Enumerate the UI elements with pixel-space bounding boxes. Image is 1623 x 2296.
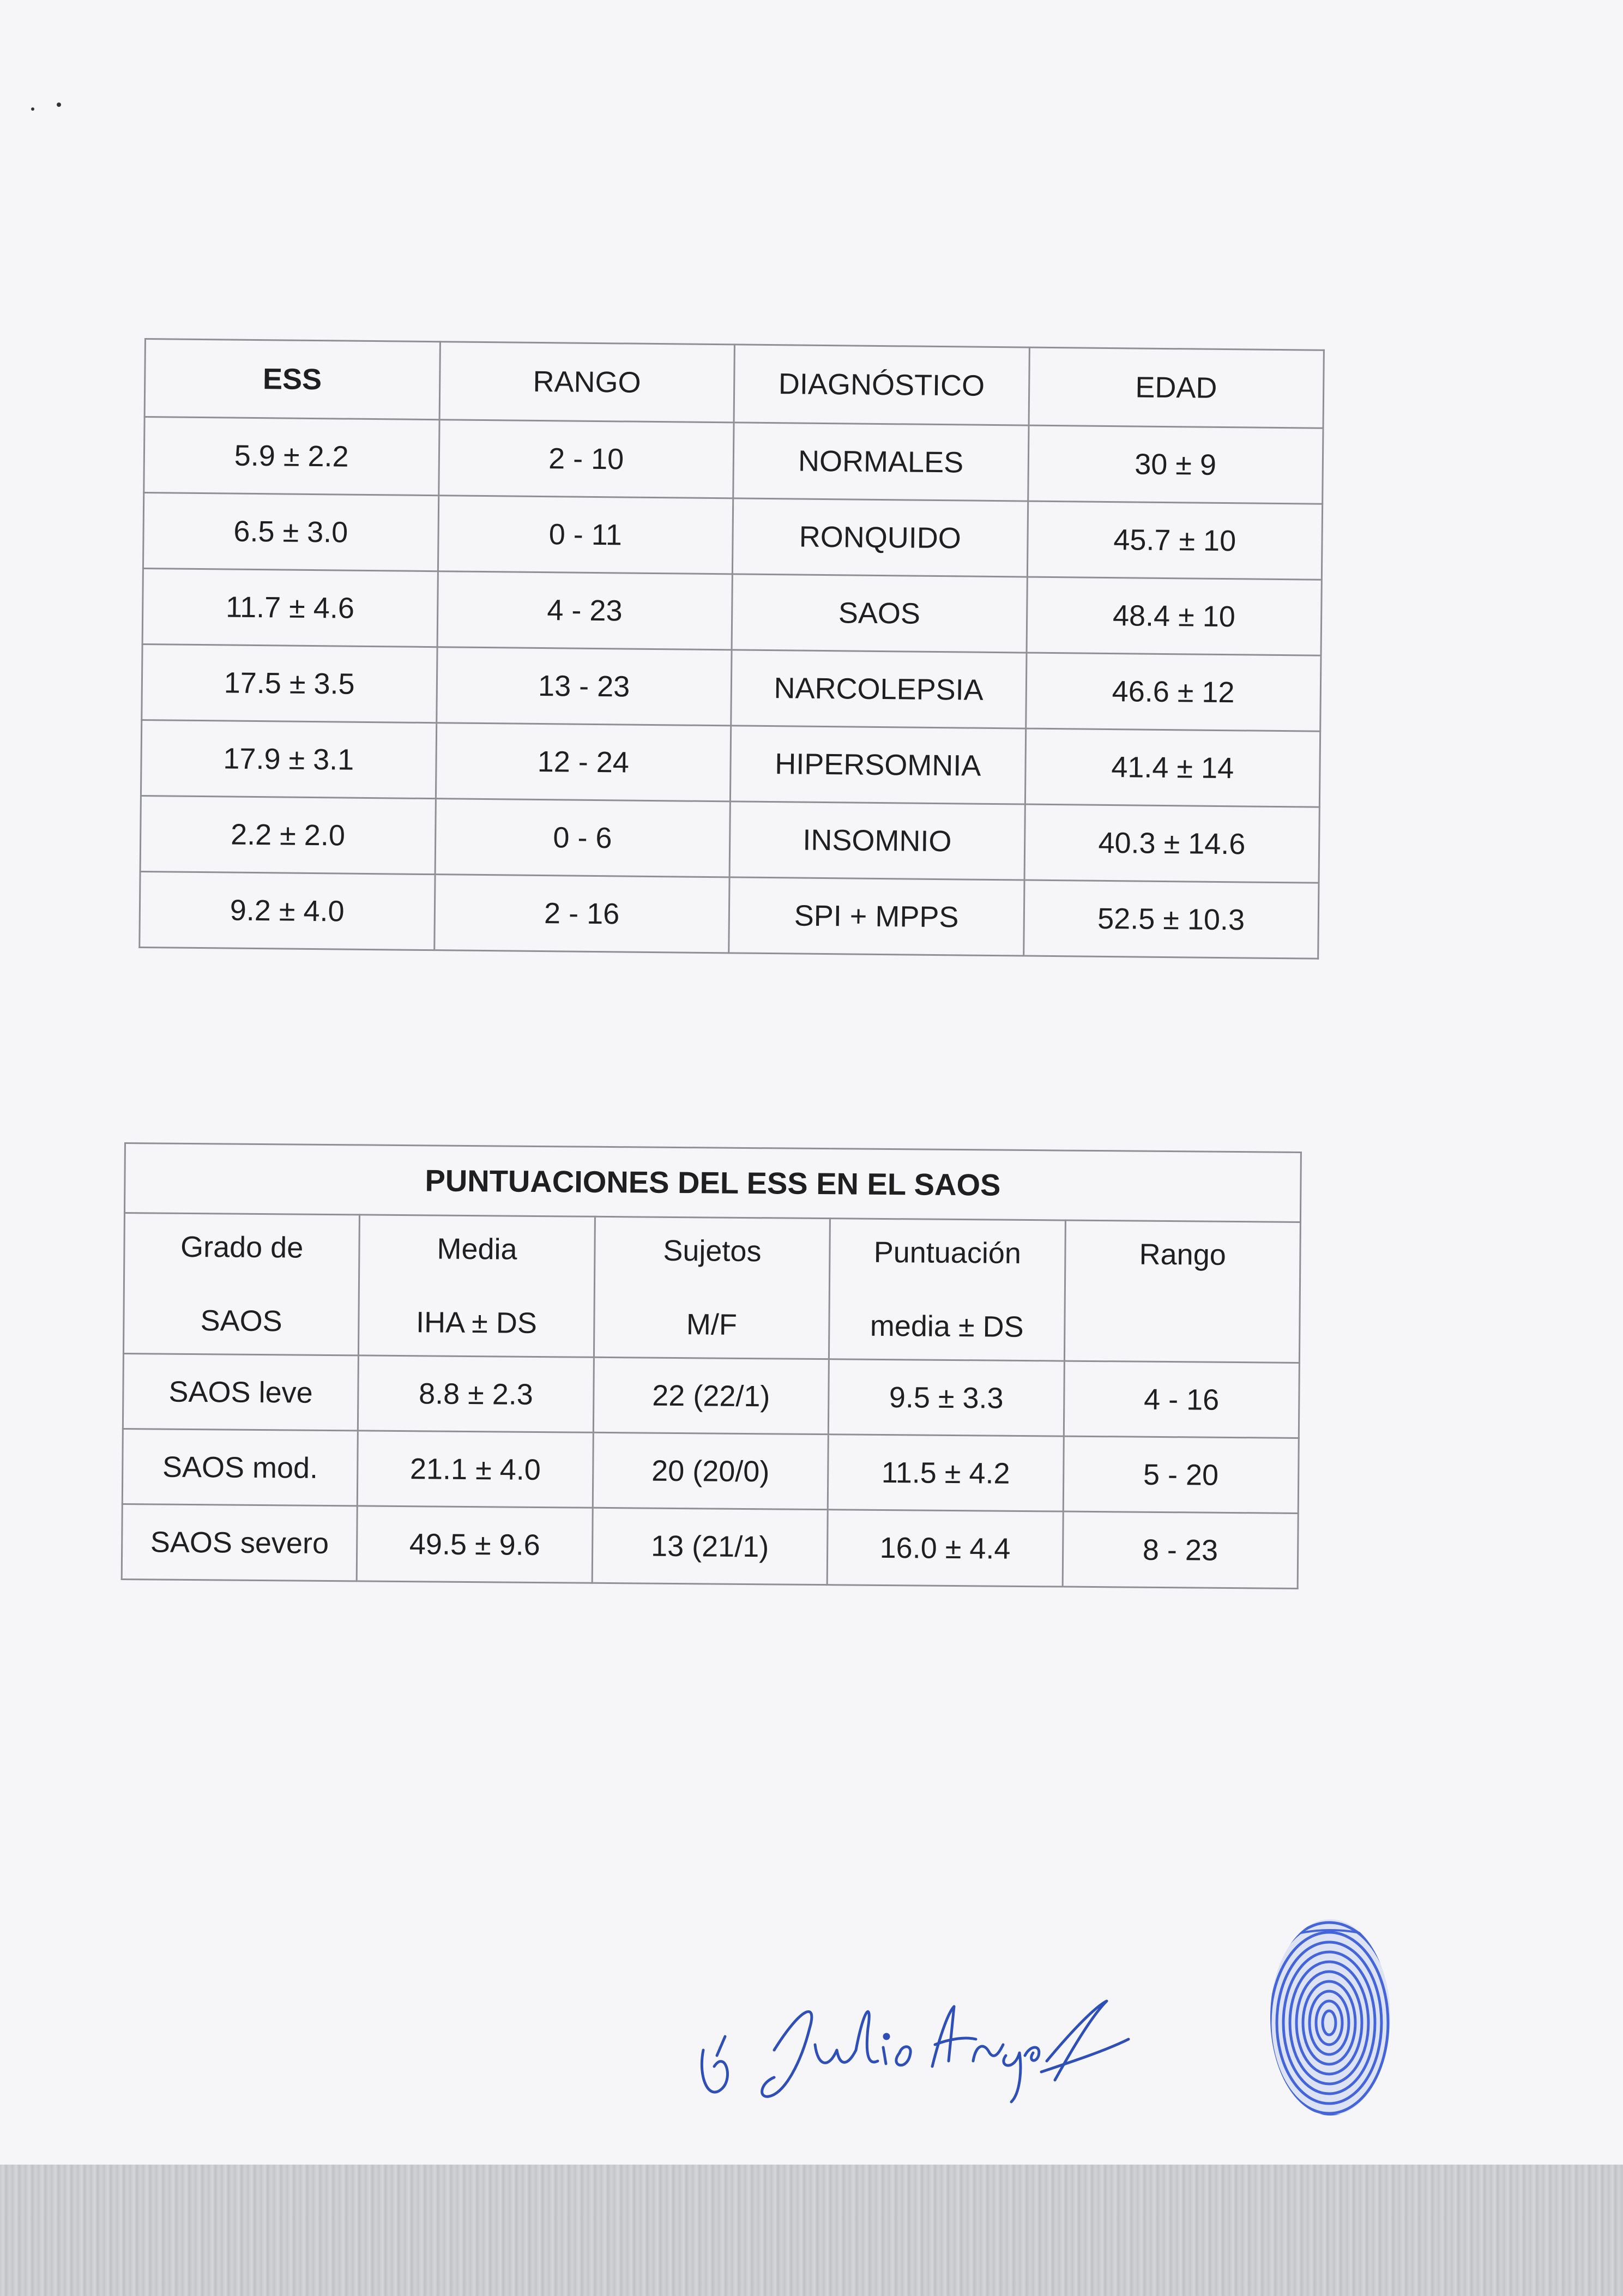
- cell-diagnostico: HIPERSOMNIA: [730, 726, 1025, 804]
- cell-sujetos: 13 (21/1): [592, 1508, 828, 1584]
- header-line: Media: [437, 1232, 517, 1266]
- table-row: [122, 1504, 1298, 1588]
- table-row: [143, 493, 1322, 580]
- header-line: Puntuación: [873, 1236, 1022, 1270]
- cell-grado: SAOS mod.: [122, 1429, 358, 1505]
- cell-diagnostico: SAOS: [732, 574, 1027, 653]
- cell-ess: 9.2 ± 4.0: [140, 871, 435, 950]
- header-line: Rango: [1139, 1238, 1227, 1271]
- cell-edad: 52.5 ± 10.3: [1023, 880, 1319, 959]
- cell-grado: SAOS leve: [123, 1353, 358, 1430]
- cell-edad: 48.4 ± 10: [1027, 577, 1322, 655]
- cell-media: 49.5 ± 9.6: [357, 1506, 593, 1583]
- table-row: [123, 1353, 1299, 1438]
- table-title: PUNTUACIONES DEL ESS EN EL SAOS: [124, 1143, 1301, 1222]
- header-cell-ess: ESS: [144, 339, 440, 420]
- cell-rango: 4 - 23: [437, 571, 733, 650]
- cell-media: 21.1 ± 4.0: [358, 1431, 593, 1508]
- header-cell-media: [359, 1215, 595, 1357]
- cell-rango: 0 - 6: [435, 799, 731, 877]
- cell-ess: 6.5 ± 3.0: [143, 493, 438, 571]
- cell-ess: 11.7 ± 4.6: [142, 568, 438, 647]
- ess-diagnosis-table: [138, 338, 1325, 960]
- table-title-row: [124, 1143, 1301, 1222]
- scan-specks: [27, 97, 71, 113]
- cell-rango: 4 - 16: [1064, 1361, 1300, 1438]
- table-row: [144, 417, 1323, 504]
- table-row: [141, 720, 1320, 807]
- header-cell-rango: RANGO: [439, 342, 735, 423]
- cell-edad: 41.4 ± 14: [1025, 728, 1320, 807]
- header-cell-grado: [123, 1213, 359, 1355]
- header-cell-edad: EDAD: [1029, 347, 1324, 428]
- table-row: [140, 871, 1319, 959]
- cell-edad: 40.3 ± 14.6: [1024, 804, 1320, 883]
- cell-diagnostico: RONQUIDO: [732, 498, 1028, 577]
- header-line: Grado de: [180, 1230, 304, 1264]
- scanner-border: [0, 2165, 1623, 2296]
- cell-ess: 17.9 ± 3.1: [141, 720, 436, 798]
- cell-rango: 0 - 11: [438, 496, 733, 574]
- header-line: Sujetos: [663, 1234, 762, 1268]
- cell-rango: 12 - 24: [436, 723, 731, 802]
- cell-sujetos: 20 (20/0): [593, 1432, 828, 1509]
- cell-ess: 17.5 ± 3.5: [142, 644, 437, 722]
- cell-rango: 2 - 10: [438, 420, 734, 498]
- cell-ess: 5.9 ± 2.2: [144, 417, 439, 496]
- header-line: SAOS: [200, 1304, 282, 1338]
- cell-diagnostico: NARCOLEPSIA: [731, 650, 1027, 728]
- fingerprint-icon: [1265, 1914, 1396, 2121]
- table-row: [142, 644, 1321, 731]
- header-line: M/F: [686, 1308, 738, 1341]
- cell-diagnostico: INSOMNIO: [729, 802, 1025, 880]
- cell-edad: 45.7 ± 10: [1027, 501, 1323, 580]
- cell-rango: 5 - 20: [1063, 1436, 1299, 1513]
- table-header-row: [123, 1213, 1300, 1363]
- table-header-row: [144, 339, 1324, 429]
- cell-rango: 13 - 23: [436, 647, 732, 726]
- header-cell-sujetos: [594, 1216, 830, 1359]
- header-cell-diagnostico: DIAGNÓSTICO: [734, 345, 1029, 425]
- cell-rango: 2 - 16: [434, 875, 729, 953]
- header-line: [1065, 1309, 1299, 1348]
- table-row: [122, 1429, 1299, 1513]
- table-row: [142, 568, 1322, 655]
- cell-sujetos: 22 (22/1): [593, 1357, 829, 1434]
- cell-rango: 8 - 23: [1063, 1511, 1299, 1588]
- cell-puntuacion: 11.5 ± 4.2: [828, 1435, 1063, 1511]
- cell-diagnostico: NORMALES: [733, 423, 1029, 501]
- cell-ess: 2.2 ± 2.0: [140, 796, 436, 874]
- cell-edad: 46.6 ± 12: [1025, 653, 1321, 731]
- cell-media: 8.8 ± 2.3: [358, 1355, 594, 1432]
- cell-puntuacion: 9.5 ± 3.3: [829, 1359, 1064, 1436]
- header-line: IHA ± DS: [415, 1306, 538, 1340]
- table-row: [140, 796, 1319, 883]
- header-line: media ± DS: [870, 1309, 1024, 1343]
- cell-grado: SAOS severo: [122, 1504, 357, 1581]
- cell-puntuacion: 16.0 ± 4.4: [827, 1510, 1063, 1587]
- header-cell-rango: [1064, 1220, 1300, 1363]
- header-cell-puntuacion: [829, 1219, 1065, 1361]
- cell-edad: 30 ± 9: [1028, 425, 1323, 504]
- handwritten-signature: [692, 1985, 1139, 2110]
- cell-diagnostico: SPI + MPPS: [729, 877, 1024, 956]
- saos-scores-table: [121, 1142, 1302, 1589]
